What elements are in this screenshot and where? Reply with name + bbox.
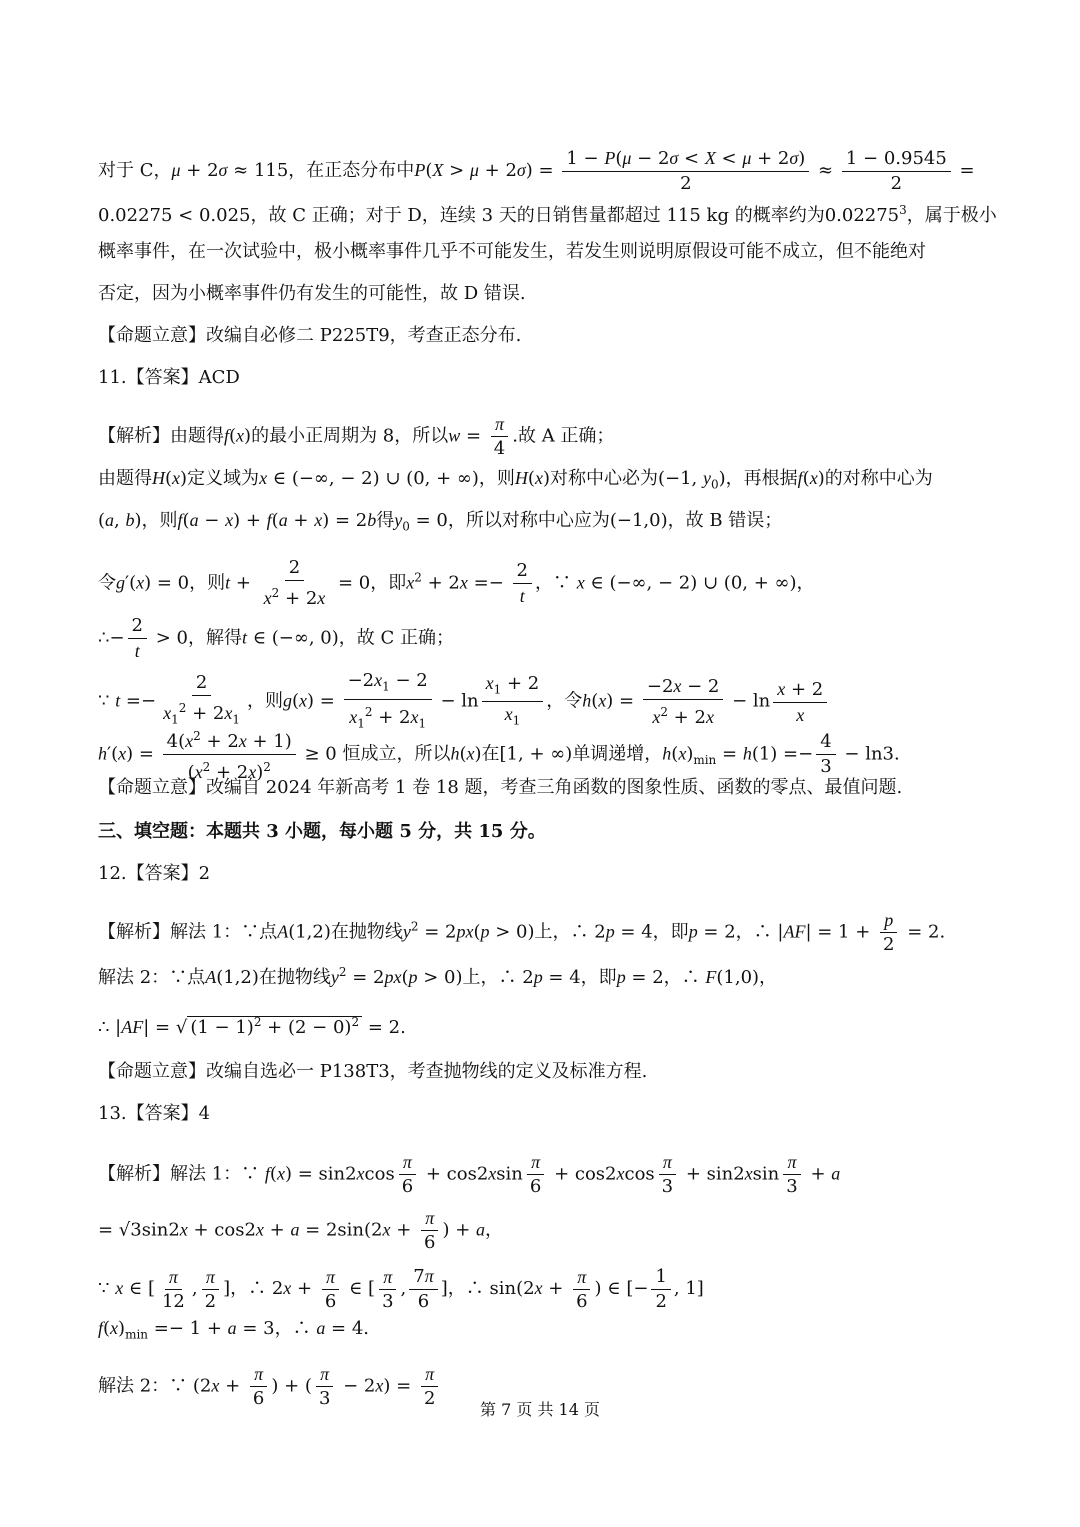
text-line: 否定，因为小概率事件仍有发生的可能性，故 D 错误.: [98, 283, 526, 304]
text-line: 【解析】由题得f(x)的最小正周期为 8，所以w = $\frac{\pi}{4}$ .故 A 正确；: [98, 414, 615, 459]
answer-heading: 13.【答案】4: [98, 1103, 211, 1124]
text-line: = √3sin2x + cos2x + a = 2sin(2x + $\frac{\pi}{6}$ ) + a，: [98, 1208, 504, 1253]
text-line: 【命题立意】改编自必修二 P225T9，考查正态分布.: [98, 325, 522, 346]
section-heading: 三、填空题：本题共 3 小题，每小题 5 分，共 15 分。: [98, 821, 546, 842]
answer-heading: 12.【答案】2: [98, 863, 211, 884]
text-line: $f(x)_{min} =- 1 + a = 3$，∴ a = 4.: [98, 1318, 370, 1342]
page-footer: 第 7 页 共 14 页: [480, 1400, 600, 1419]
text-line: 概率事件，在一次试验中，极小概率事件几乎不可能发生，若发生则说明原假设可能不成立，但不能绝对: [98, 241, 926, 262]
text-line: 【解析】解法 1：∵点A(1,2)在抛物线$y^2 = 2px(p > 0)$上，∴ 2p = 4，即p = 2，∴ |AF| = 1 + $\frac{p}{2}$ = 2.: [98, 910, 946, 955]
text-line: 解法 2：∵ (2x + $\frac{\pi}{6}$ ) + ( $\frac{\pi}{3}$ − 2x) = $\frac{\pi}{2}$: [98, 1362, 984, 1411]
text-line: 0.02275 < 0.025，故 C 正确；对于 D，连续 3 天的日销售量都超过 115 kg 的概率约为0.02275$^3$，属于极小: [98, 203, 997, 226]
text-line: 由题得H(x)定义域为x ∈ (−∞, − 2) ∪ (0, + ∞)，则H(x)对称中心必为(−1, $y_0$)，再根据f(x)的对称中心为: [98, 468, 933, 492]
text-line: ∵ x ∈ [ $\frac{\pi}{12}$ , $\frac{\pi}{2}$ ]，∴ 2x + $\frac{\pi}{6}$ ∈ [ $\frac{\pi}{3}$ , $\frac{7\pi}{6}$ ]，∴ sin(2x + $\frac{\pi}{6}$ ) ∈ [− $\frac{1}{2}$ , 1]: [98, 1265, 704, 1312]
text-line: 【命题立意】改编自 2024 年新高考 1 卷 18 题，考查三角函数的图象性质、函数的零点、最值问题.: [98, 777, 903, 798]
text-line: 【命题立意】改编自选必一 P138T3，考查抛物线的定义及标准方程.: [98, 1061, 648, 1082]
text-line: 对于 C，μ + 2σ ≈ 115，在正态分布中P(X > μ + 2σ) = $\frac{1 - P(\mu - 2\sigma < X < \mu + 2\sigma)}{2}$ ≈ $\frac{1 - 0.9545}{2}$ =: [98, 147, 975, 194]
text-line: ∴− $\frac{2}{t}$ > 0，解得t ∈ (−∞, 0)，故 C 正确；: [98, 615, 454, 661]
text-line: (a, b)，则f(a − x) + f(a + x) = 2b得$y_0 = 0$，所以对称中心应为(−1,0)，故 B 错误；: [98, 510, 783, 534]
text-line: ∴ |AF| = √ $(1 - 1)^2 + (2 - 0)^2 = 2$.: [98, 1015, 406, 1038]
text-line: 令g′(x) = 0，则t + $\frac{2}{x^2 + 2x}$ = 0，即$x^2 + 2x$ =− $\frac{2}{t}$ ，∵ x ∈ (−∞, − 2) ∪ (0, + ∞)，: [98, 557, 815, 609]
answer-heading: 11.【答案】ACD: [98, 367, 240, 388]
text-line: 解法 2：∵点A(1,2)在抛物线$y^2 = 2px(p > 0)$上，∴ 2p = 4，即p = 2，∴ F(1,0)，: [98, 965, 778, 988]
text-line: ∵ t =− $\frac{2}{x_1^2 + 2x_1}$ ，则g(x) = $\frac{-2x_1 - 2}{x_1^2 + 2x_1}$ − ln $\frac{x_1 + 2}{x_1}$ ，令h(x) = $\frac{-2x - 2}{x^2 + 2x}$ − ln $\frac{x + 2}{x}$: [98, 668, 984, 735]
text-line: 【解析】解法 1：∵ f(x) = sin2xcos $\frac{\pi}{6}$ + cos2xsin $\frac{\pi}{6}$ + cos2xcos $\frac{\pi}{3}$ + sin2xsin $\frac{\pi}{3}$ + a: [98, 1152, 841, 1197]
text-line: h′(x) = $\frac{4(x^2 + 2x + 1)}{(x^2 + 2x)^2}$ ≥ 0 恒成立，所以h(x)在[1, + ∞)单调递增，$h(x)_{min} = h(1)$ =− $\frac{4}{3}$ − ln3.: [98, 724, 984, 785]
